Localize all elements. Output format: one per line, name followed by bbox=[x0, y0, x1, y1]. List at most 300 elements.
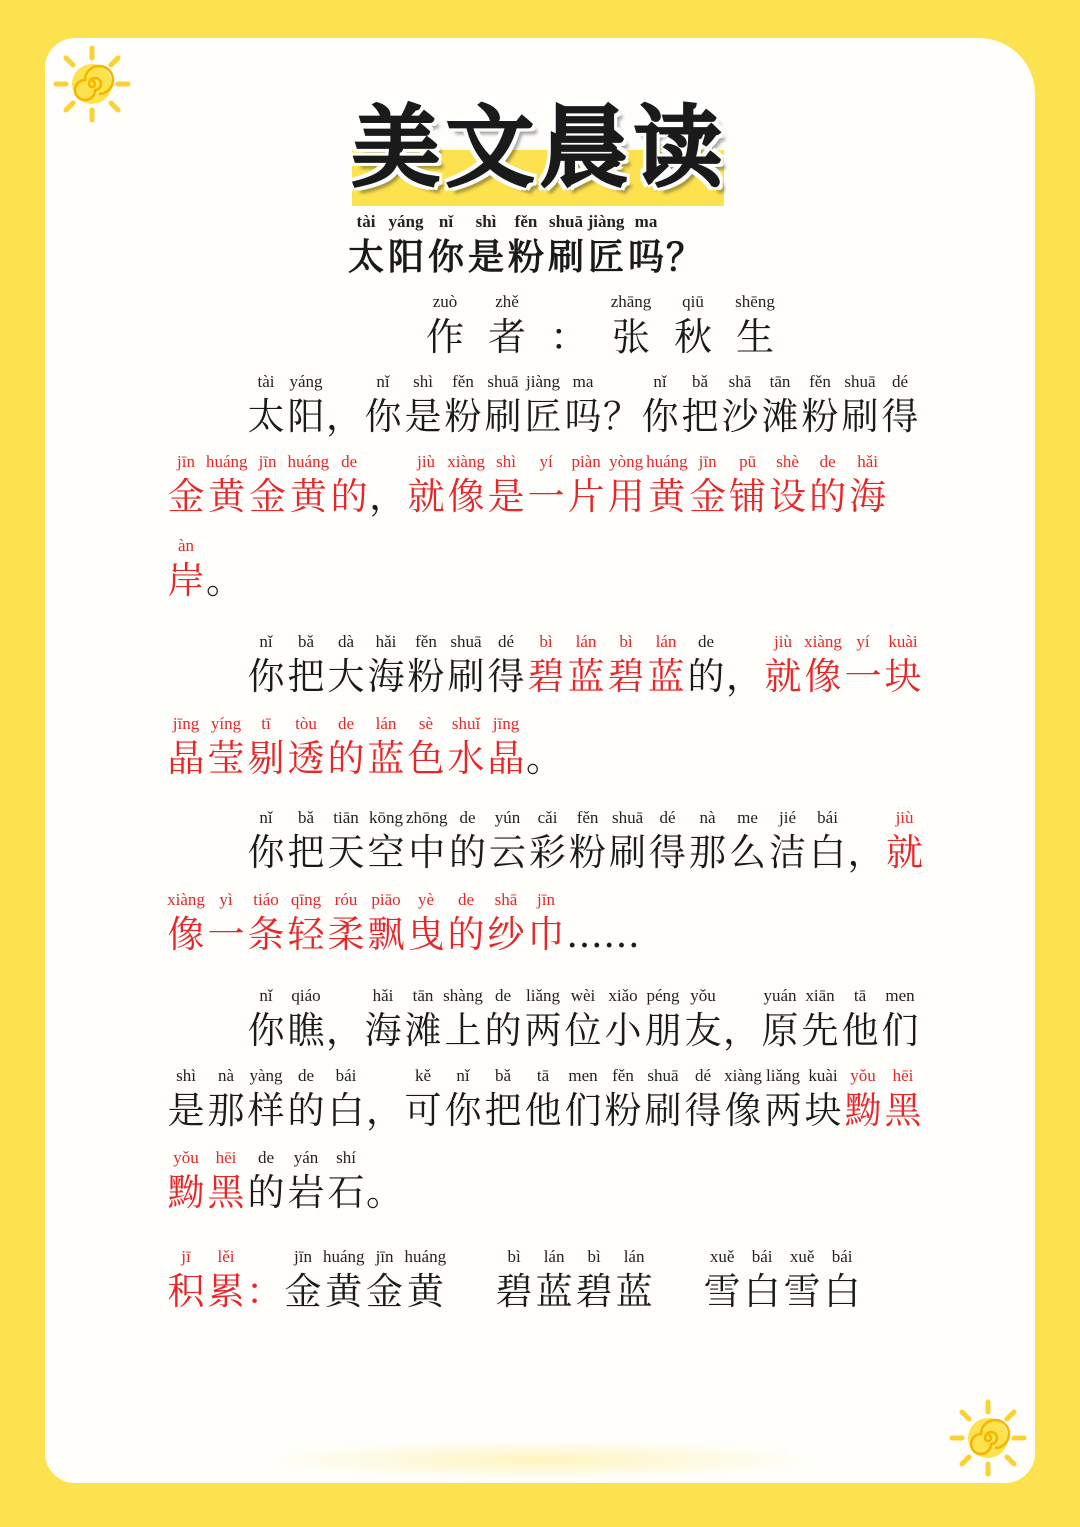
character-with-pinyin bbox=[608, 808, 648, 878]
character-with-pinyin bbox=[406, 452, 446, 522]
character-with-pinyin bbox=[566, 632, 606, 702]
character-with-pinyin bbox=[403, 372, 443, 442]
character-with-pinyin bbox=[643, 1066, 683, 1136]
pinyin: shēng bbox=[735, 292, 775, 311]
character-with-pinyin bbox=[366, 714, 406, 784]
pinyin: me bbox=[737, 808, 758, 827]
hanzi: 黝 bbox=[844, 1089, 882, 1132]
pinyin: jīn bbox=[258, 452, 277, 471]
punctuation bbox=[366, 1148, 403, 1218]
character-with-pinyin bbox=[563, 372, 603, 442]
character-with-pinyin bbox=[483, 1066, 523, 1136]
character-with-pinyin bbox=[488, 808, 528, 878]
pinyin: de bbox=[337, 714, 355, 733]
pinyin: zhāng bbox=[610, 292, 652, 311]
hanzi: 得 bbox=[881, 395, 919, 438]
character-with-pinyin bbox=[528, 808, 568, 878]
hanzi: 天 bbox=[327, 831, 365, 874]
pinyin: ma bbox=[634, 212, 658, 231]
character-with-pinyin bbox=[643, 986, 683, 1056]
text-line bbox=[166, 890, 640, 960]
character-with-pinyin bbox=[640, 372, 680, 442]
hanzi: 的 bbox=[449, 831, 487, 874]
character-with-pinyin bbox=[286, 986, 326, 1056]
pinyin: de bbox=[457, 890, 475, 909]
character-with-pinyin bbox=[326, 1066, 366, 1136]
character-with-pinyin bbox=[724, 292, 786, 362]
character-with-pinyin bbox=[363, 986, 403, 1056]
pinyin: yún bbox=[494, 808, 521, 827]
pinyin: piàn bbox=[571, 452, 601, 471]
punctuation bbox=[848, 808, 885, 878]
character-with-pinyin bbox=[206, 714, 246, 784]
hanzi: 轻 bbox=[287, 913, 325, 956]
hanzi: 们 bbox=[881, 1009, 919, 1052]
character-with-pinyin bbox=[526, 452, 566, 522]
hanzi: 柔 bbox=[327, 913, 365, 956]
pinyin: zuò bbox=[432, 292, 458, 311]
hanzi: 可 bbox=[404, 1089, 442, 1132]
character-with-pinyin bbox=[843, 632, 883, 702]
pinyin: qiū bbox=[682, 292, 704, 311]
character-with-pinyin bbox=[606, 452, 646, 522]
punctuation bbox=[326, 372, 363, 442]
character-with-pinyin bbox=[546, 212, 586, 282]
punctuation-mark: ？ bbox=[603, 395, 640, 438]
character-with-pinyin bbox=[523, 1066, 563, 1136]
character-with-pinyin bbox=[534, 1247, 574, 1317]
character-with-pinyin bbox=[286, 808, 326, 878]
character-with-pinyin bbox=[403, 1066, 443, 1136]
hanzi: 粉 bbox=[604, 1089, 642, 1132]
punctuation-mark: ？ bbox=[666, 235, 703, 279]
pinyin: bǎ bbox=[494, 1066, 512, 1085]
hanzi: 一 bbox=[527, 475, 565, 518]
pinyin: hēi bbox=[892, 1066, 914, 1085]
punctuation bbox=[726, 632, 763, 702]
character-with-pinyin bbox=[526, 890, 566, 960]
character-with-pinyin bbox=[406, 714, 446, 784]
pinyin: yáng bbox=[388, 212, 424, 231]
pinyin: péng bbox=[646, 986, 680, 1005]
character-with-pinyin bbox=[414, 292, 476, 362]
hanzi: 积 bbox=[167, 1270, 205, 1313]
character-with-pinyin bbox=[443, 986, 483, 1056]
character-with-pinyin bbox=[763, 632, 803, 702]
hanzi: 碧 bbox=[607, 655, 645, 698]
punctuation-mark: ， bbox=[326, 395, 363, 438]
pinyin: fěn bbox=[415, 632, 437, 651]
hanzi: 黄 bbox=[289, 475, 327, 518]
pinyin: de bbox=[819, 452, 836, 471]
character-with-pinyin bbox=[448, 808, 488, 878]
pinyin: jiù bbox=[417, 452, 436, 471]
pinyin: kuài bbox=[808, 1066, 838, 1085]
hanzi: 你 bbox=[427, 236, 464, 278]
pinyin: yòng bbox=[609, 452, 644, 471]
hanzi: 的 bbox=[447, 913, 485, 956]
pinyin: lěi bbox=[217, 1247, 235, 1266]
pinyin: lán bbox=[655, 632, 677, 651]
hanzi: 是 bbox=[404, 395, 442, 438]
pinyin: nà bbox=[217, 1066, 235, 1085]
hanzi: 蓝 bbox=[647, 655, 685, 698]
hanzi: 刷 bbox=[547, 236, 584, 278]
pinyin: men bbox=[885, 986, 915, 1005]
character-with-pinyin bbox=[742, 1247, 782, 1317]
pinyin: yàng bbox=[249, 1066, 283, 1085]
pinyin: fěn bbox=[576, 808, 599, 827]
pinyin: nǐ bbox=[653, 372, 667, 391]
hanzi: 晶 bbox=[167, 737, 205, 780]
pinyin: bì bbox=[539, 632, 553, 651]
character-with-pinyin bbox=[246, 1148, 286, 1218]
punctuation-mark: ， bbox=[726, 655, 763, 698]
character-with-pinyin bbox=[206, 1066, 246, 1136]
character-with-pinyin bbox=[406, 808, 448, 878]
text-line bbox=[246, 372, 920, 442]
punctuation-mark: 。 bbox=[206, 559, 243, 602]
pinyin: hēi bbox=[215, 1148, 237, 1167]
hanzi: 云 bbox=[489, 831, 527, 874]
pinyin: bái bbox=[335, 1066, 357, 1085]
hanzi: 空 bbox=[367, 831, 405, 874]
pinyin: xiǎo bbox=[608, 986, 638, 1005]
hanzi: 刷 bbox=[484, 395, 522, 438]
punctuation bbox=[526, 714, 563, 784]
character-with-pinyin bbox=[782, 1247, 822, 1317]
vocabulary-accumulation bbox=[166, 1247, 862, 1317]
character-with-pinyin bbox=[603, 986, 643, 1056]
hanzi: 像 bbox=[804, 655, 842, 698]
hanzi: 黑 bbox=[884, 1089, 922, 1132]
character-with-pinyin bbox=[683, 986, 723, 1056]
hanzi: 黄 bbox=[648, 475, 686, 518]
text-line bbox=[166, 1066, 923, 1136]
hanzi: 粉 bbox=[444, 395, 482, 438]
punctuation bbox=[369, 452, 406, 522]
pinyin: xuě bbox=[709, 1247, 735, 1266]
character-with-pinyin bbox=[326, 1148, 366, 1218]
punctuation bbox=[603, 372, 640, 442]
character-with-pinyin bbox=[443, 372, 483, 442]
character-with-pinyin bbox=[538, 292, 600, 362]
pinyin: lán bbox=[623, 1247, 645, 1266]
character-with-pinyin bbox=[883, 632, 923, 702]
pinyin: nà bbox=[699, 808, 716, 827]
hanzi: 者 bbox=[487, 315, 526, 359]
hanzi: 你 bbox=[364, 395, 402, 438]
character-with-pinyin bbox=[646, 632, 686, 702]
hanzi: 刷 bbox=[841, 395, 879, 438]
pinyin: fěn bbox=[809, 372, 831, 391]
pinyin: huáng bbox=[323, 1247, 365, 1266]
hanzi: 得 bbox=[684, 1089, 722, 1132]
pinyin: zhōng bbox=[406, 808, 448, 827]
article-title bbox=[346, 212, 703, 282]
character-with-pinyin bbox=[326, 808, 366, 878]
character-with-pinyin bbox=[563, 1066, 603, 1136]
hanzi: 的 bbox=[484, 1009, 522, 1052]
pinyin: tài bbox=[257, 372, 275, 391]
pinyin: fěn bbox=[612, 1066, 634, 1085]
pinyin: jīn bbox=[537, 890, 555, 909]
hanzi: 金 bbox=[689, 475, 727, 518]
character-with-pinyin bbox=[603, 1066, 643, 1136]
pinyin: lán bbox=[375, 714, 397, 733]
character-with-pinyin bbox=[486, 452, 526, 522]
text-line bbox=[246, 808, 925, 878]
hanzi: 块 bbox=[804, 1089, 842, 1132]
hanzi: 的 bbox=[330, 475, 368, 518]
punctuation-mark: ， bbox=[326, 1009, 363, 1052]
hanzi: 雪 bbox=[783, 1270, 821, 1313]
text-line bbox=[246, 632, 923, 702]
pinyin: shè bbox=[776, 452, 799, 471]
pinyin: shuā bbox=[487, 372, 519, 391]
pinyin: fěn bbox=[514, 212, 538, 231]
pinyin: bǎ bbox=[297, 632, 315, 651]
character-with-pinyin bbox=[800, 372, 840, 442]
character-with-pinyin bbox=[662, 292, 724, 362]
pinyin: shì bbox=[413, 372, 433, 391]
character-with-pinyin bbox=[406, 890, 446, 960]
character-with-pinyin bbox=[483, 372, 523, 442]
character-with-pinyin bbox=[326, 890, 366, 960]
hanzi: 岸 bbox=[167, 559, 205, 602]
hanzi: 中 bbox=[408, 831, 446, 874]
character-with-pinyin bbox=[166, 714, 206, 784]
hanzi: 黄 bbox=[325, 1270, 363, 1313]
hanzi: 吗 bbox=[564, 395, 602, 438]
punctuation bbox=[666, 212, 703, 282]
hanzi: 透 bbox=[287, 737, 325, 780]
character-with-pinyin bbox=[486, 890, 526, 960]
hanzi: 粉 bbox=[507, 236, 544, 278]
character-with-pinyin bbox=[246, 986, 286, 1056]
hanzi: 色 bbox=[407, 737, 445, 780]
punctuation bbox=[246, 1247, 283, 1317]
hanzi: 么 bbox=[729, 831, 767, 874]
hanzi: 的 bbox=[327, 737, 365, 780]
pinyin: shì bbox=[496, 452, 517, 471]
pinyin: tā bbox=[536, 1066, 550, 1085]
character-with-pinyin bbox=[363, 372, 403, 442]
punctuation-mark: ， bbox=[723, 1009, 760, 1052]
pinyin: pū bbox=[739, 452, 757, 471]
hanzi: 像 bbox=[447, 475, 485, 518]
hanzi: 太 bbox=[347, 236, 384, 278]
pinyin: de bbox=[297, 1066, 315, 1085]
character-with-pinyin bbox=[476, 292, 538, 362]
hanzi: 曳 bbox=[407, 913, 445, 956]
pinyin: nǐ bbox=[438, 212, 454, 231]
pinyin: jiàng bbox=[587, 212, 625, 231]
pinyin: xiān bbox=[805, 986, 835, 1005]
pinyin: yuán bbox=[763, 986, 797, 1005]
hanzi: 把 bbox=[484, 1089, 522, 1132]
pinyin: bǎ bbox=[691, 372, 709, 391]
hanzi: 洁 bbox=[769, 831, 807, 874]
hanzi: 黄 bbox=[406, 1270, 444, 1313]
character-with-pinyin bbox=[880, 372, 920, 442]
hanzi: 一 bbox=[844, 655, 882, 698]
pinyin: yí bbox=[539, 452, 553, 471]
punctuation-mark: ， bbox=[366, 1089, 403, 1132]
pinyin: shuā bbox=[647, 1066, 679, 1085]
pinyin: tā bbox=[853, 986, 867, 1005]
character-with-pinyin bbox=[702, 1247, 742, 1317]
hanzi: 蓝 bbox=[615, 1270, 653, 1313]
character-with-pinyin bbox=[166, 1066, 206, 1136]
pinyin: piāo bbox=[371, 890, 401, 909]
hanzi: 太 bbox=[247, 395, 285, 438]
pinyin: xuě bbox=[789, 1247, 815, 1266]
hanzi: 你 bbox=[247, 1009, 285, 1052]
pinyin: bái bbox=[831, 1247, 853, 1266]
character-with-pinyin bbox=[606, 632, 646, 702]
hanzi: 蓝 bbox=[535, 1270, 573, 1313]
punctuation-mark: ： bbox=[246, 1270, 283, 1313]
vocabulary-word bbox=[494, 1247, 654, 1317]
hanzi: 你 bbox=[247, 655, 285, 698]
character-with-pinyin bbox=[646, 452, 688, 522]
character-with-pinyin bbox=[880, 986, 920, 1056]
hanzi: 晶 bbox=[487, 737, 525, 780]
hanzi: 原 bbox=[761, 1009, 799, 1052]
pinyin: xiàng bbox=[724, 1066, 762, 1085]
character-with-pinyin bbox=[626, 212, 666, 282]
hanzi: 一 bbox=[207, 913, 245, 956]
punctuation bbox=[566, 890, 640, 960]
pinyin: huáng bbox=[646, 452, 688, 471]
hanzi: 他 bbox=[524, 1089, 562, 1132]
hanzi: 粉 bbox=[407, 655, 445, 698]
vocabulary-word bbox=[283, 1247, 446, 1317]
hanzi: 用 bbox=[607, 475, 645, 518]
character-with-pinyin bbox=[286, 372, 326, 442]
character-with-pinyin bbox=[688, 808, 728, 878]
character-with-pinyin bbox=[566, 452, 606, 522]
pinyin: yǒu bbox=[850, 1066, 876, 1085]
character-with-pinyin bbox=[443, 1066, 483, 1136]
pinyin: xiàng bbox=[447, 452, 485, 471]
punctuation bbox=[723, 986, 760, 1056]
pinyin: jiàng bbox=[526, 372, 560, 391]
character-with-pinyin bbox=[166, 890, 206, 960]
pinyin: fěn bbox=[452, 372, 474, 391]
character-with-pinyin bbox=[446, 714, 486, 784]
hanzi: 刷 bbox=[447, 655, 485, 698]
hanzi: 位 bbox=[564, 1009, 602, 1052]
hanzi: 阳 bbox=[287, 395, 325, 438]
hanzi: 像 bbox=[167, 913, 205, 956]
character-with-pinyin bbox=[614, 1247, 654, 1317]
pinyin: shàng bbox=[443, 986, 483, 1005]
hanzi: 秋 bbox=[673, 315, 712, 359]
hanzi: 粉 bbox=[801, 395, 839, 438]
vocabulary-word bbox=[702, 1247, 862, 1317]
character-with-pinyin bbox=[286, 632, 326, 702]
hanzi: 匠 bbox=[587, 236, 624, 278]
pinyin: de bbox=[459, 808, 476, 827]
pinyin: yán bbox=[293, 1148, 319, 1167]
pinyin: yǒu bbox=[173, 1148, 199, 1167]
character-with-pinyin bbox=[206, 890, 246, 960]
hanzi: 的 bbox=[287, 1089, 325, 1132]
hanzi: 先 bbox=[801, 1009, 839, 1052]
pinyin: lán bbox=[575, 632, 597, 651]
character-with-pinyin bbox=[446, 452, 486, 522]
hanzi: 就 bbox=[407, 475, 445, 518]
pinyin: tān bbox=[412, 986, 434, 1005]
hanzi: 他 bbox=[841, 1009, 879, 1052]
pinyin: yì bbox=[219, 890, 233, 909]
pinyin: bái bbox=[817, 808, 838, 827]
character-with-pinyin bbox=[486, 632, 526, 702]
pinyin: shuǐ bbox=[451, 714, 481, 733]
hanzi: 瞧 bbox=[287, 1009, 325, 1052]
pinyin: jié bbox=[779, 808, 797, 827]
hanzi: 设 bbox=[769, 475, 807, 518]
character-with-pinyin bbox=[366, 890, 406, 960]
pinyin: jīng bbox=[492, 714, 520, 733]
pinyin: kuài bbox=[888, 632, 918, 651]
pinyin: nǐ bbox=[259, 986, 273, 1005]
pinyin: bì bbox=[507, 1247, 521, 1266]
pinyin: tiáo bbox=[253, 890, 279, 909]
pinyin: dé bbox=[659, 808, 676, 827]
pinyin: yǒu bbox=[690, 986, 716, 1005]
character-with-pinyin bbox=[568, 808, 608, 878]
pinyin: bǎ bbox=[297, 808, 315, 827]
pinyin: nǐ bbox=[259, 808, 273, 827]
punctuation-mark: ， bbox=[847, 831, 885, 874]
hanzi: 就 bbox=[886, 831, 924, 874]
hanzi: 海 bbox=[849, 475, 887, 518]
punctuation bbox=[206, 536, 243, 606]
hanzi: 海 bbox=[364, 1009, 402, 1052]
text-line bbox=[166, 536, 243, 606]
character-with-pinyin bbox=[803, 632, 843, 702]
hanzi: 海 bbox=[367, 655, 405, 698]
hanzi: 彩 bbox=[529, 831, 567, 874]
pinyin: xiàng bbox=[167, 890, 205, 909]
character-with-pinyin bbox=[329, 452, 369, 522]
pinyin: qīng bbox=[290, 890, 322, 909]
character-with-pinyin bbox=[763, 1066, 803, 1136]
hanzi: 白 bbox=[743, 1270, 781, 1313]
character-with-pinyin bbox=[286, 1066, 326, 1136]
character-with-pinyin bbox=[246, 632, 286, 702]
pinyin: tān bbox=[769, 372, 791, 391]
hanzi: 刷 bbox=[609, 831, 647, 874]
hanzi: 滩 bbox=[404, 1009, 442, 1052]
hanzi: 纱 bbox=[487, 913, 525, 956]
bottom-fade bbox=[260, 1440, 820, 1480]
hanzi: 白 bbox=[809, 831, 847, 874]
pinyin: shuā bbox=[548, 212, 584, 231]
character-with-pinyin bbox=[166, 536, 206, 606]
character-with-pinyin bbox=[885, 808, 925, 878]
character-with-pinyin bbox=[768, 452, 808, 522]
author-line bbox=[414, 292, 786, 362]
hanzi: 黄 bbox=[208, 475, 246, 518]
text-line bbox=[166, 452, 888, 522]
hanzi: 友 bbox=[684, 1009, 722, 1052]
hanzi: 滩 bbox=[761, 395, 799, 438]
character-with-pinyin bbox=[365, 1247, 405, 1317]
